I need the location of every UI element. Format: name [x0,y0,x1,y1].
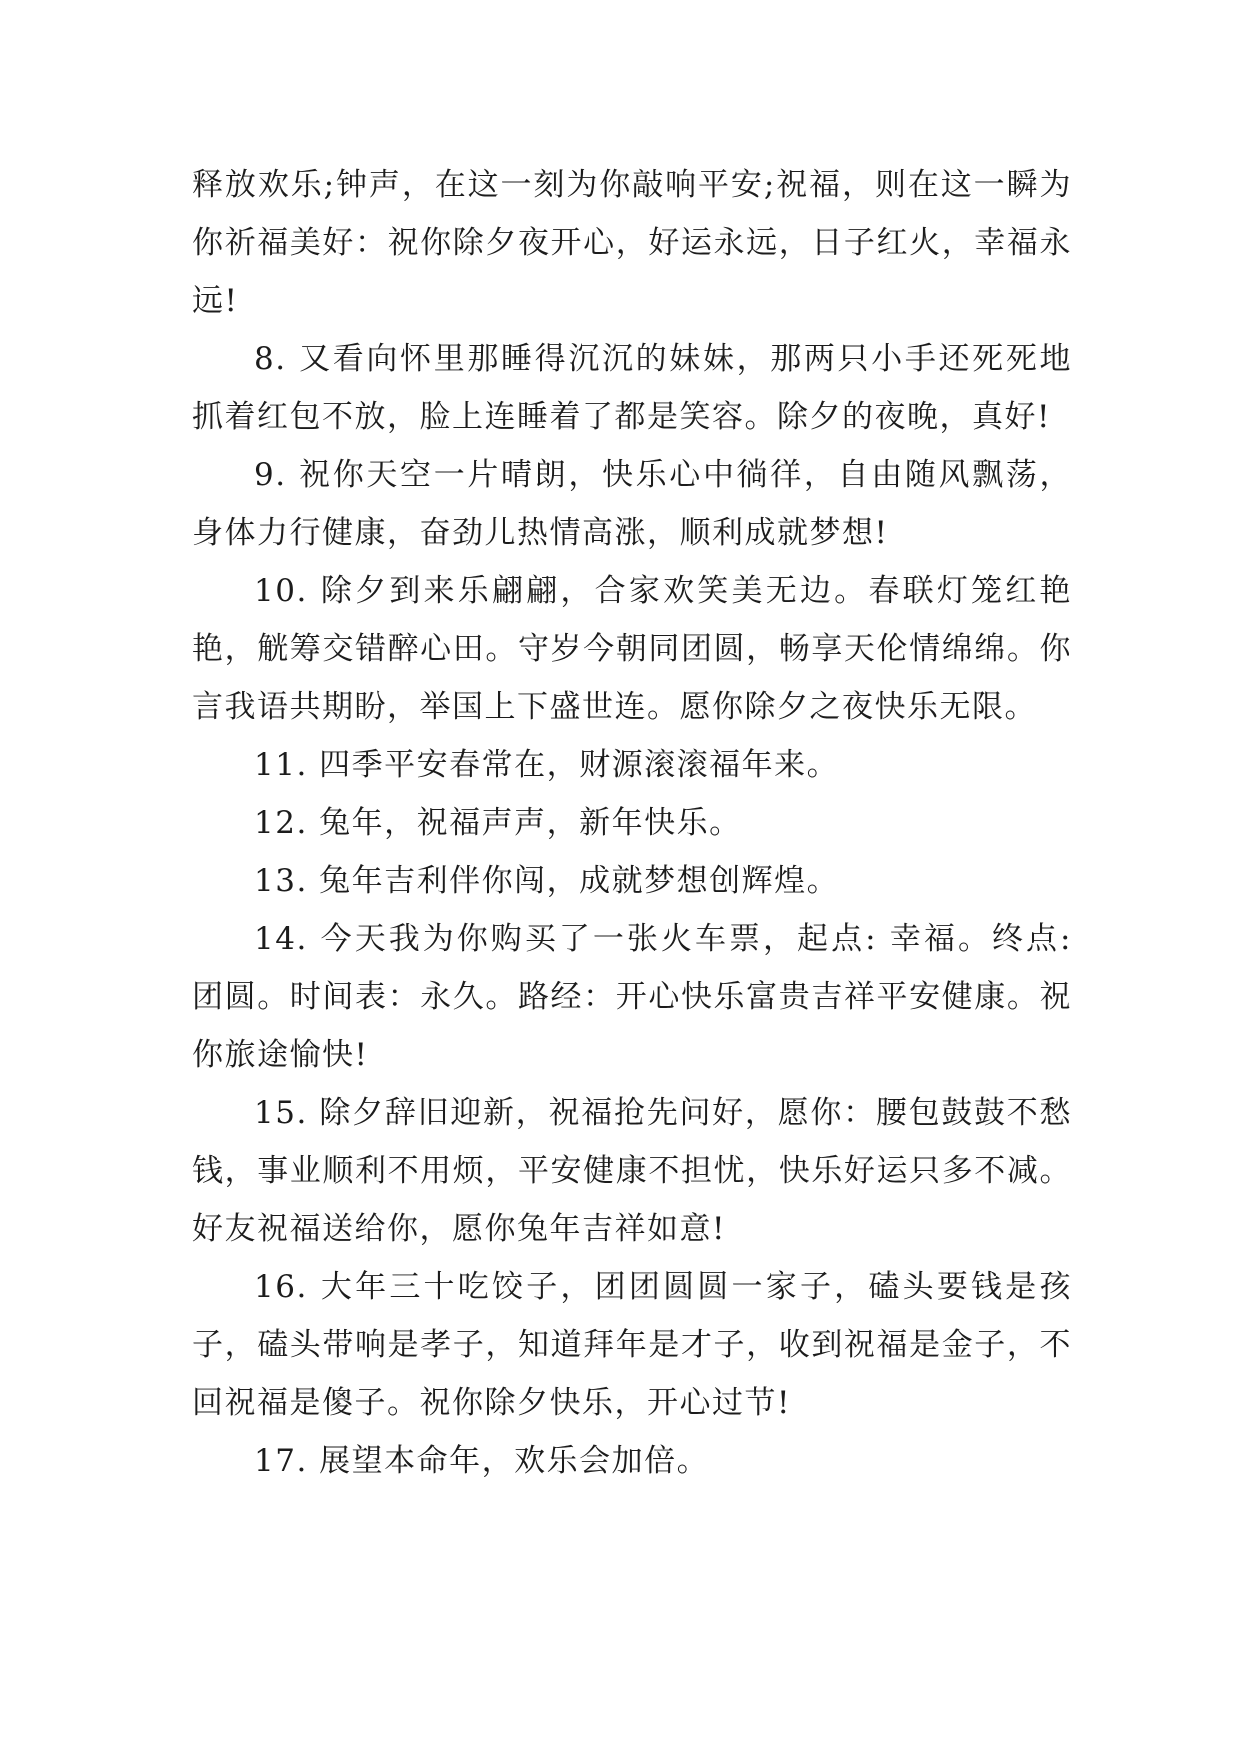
paragraph-item-9: 9. 祝你天空一片晴朗，快乐心中徜徉，自由随风飘荡，身体力行健康，奋劲儿热情高涨，顺利成就梦想! [192,457,1072,551]
paragraph-item-17: 17. 展望本命年，欢乐会加倍。 [254,1443,710,1479]
paragraph-item-11: 11. 四季平安春常在，财源滚滚福年来。 [254,747,840,783]
paragraph-item-14: 14. 今天我为你购买了一张火车票，起点: 幸福。终点: 团圆。时间表：永久。路经：开心快乐富贵吉祥平安健康。祝你旅途愉快! [192,921,1072,1073]
paragraph-item-12: 12. 兔年，祝福声声，新年快乐。 [254,805,742,841]
paragraph-item-15: 15. 除夕辞旧迎新，祝福抢先问好，愿你：腰包鼓鼓不愁钱，事业顺利不用烦，平安健康不担忧，快乐好运只多不减。好友祝福送给你，愿你兔年吉祥如意! [192,1095,1072,1247]
paragraph-item-13: 13. 兔年吉利伴你闯，成就梦想创辉煌。 [254,863,840,899]
document-body [192,156,1072,1490]
paragraph-item-10: 10. 除夕到来乐翩翩，合家欢笑美无边。春联灯笼红艳艳，觥筹交错醉心田。守岁今朝同团圆，畅享天伦情绵绵。你言我语共期盼，举国上下盛世连。愿你除夕之夜快乐无限。 [192,573,1072,725]
paragraph-item-16: 16. 大年三十吃饺子，团团圆圆一家子，磕头要钱是孩子，磕头带响是孝子，知道拜年是才子，收到祝福是金子，不回祝福是傻子。祝你除夕快乐，开心过节! [192,1269,1072,1421]
paragraph-continuation: 释放欢乐;钟声，在这一刻为你敲响平安;祝福，则在这一瞬为你祈福美好：祝你除夕夜开心，好运永远，日子红火，幸福永远! [192,167,1072,319]
paragraph-item-8: 8. 又看向怀里那睡得沉沉的妹妹，那两只小手还死死地抓着红包不放，脸上连睡着了都是笑容。除夕的夜晚，真好! [192,341,1072,435]
